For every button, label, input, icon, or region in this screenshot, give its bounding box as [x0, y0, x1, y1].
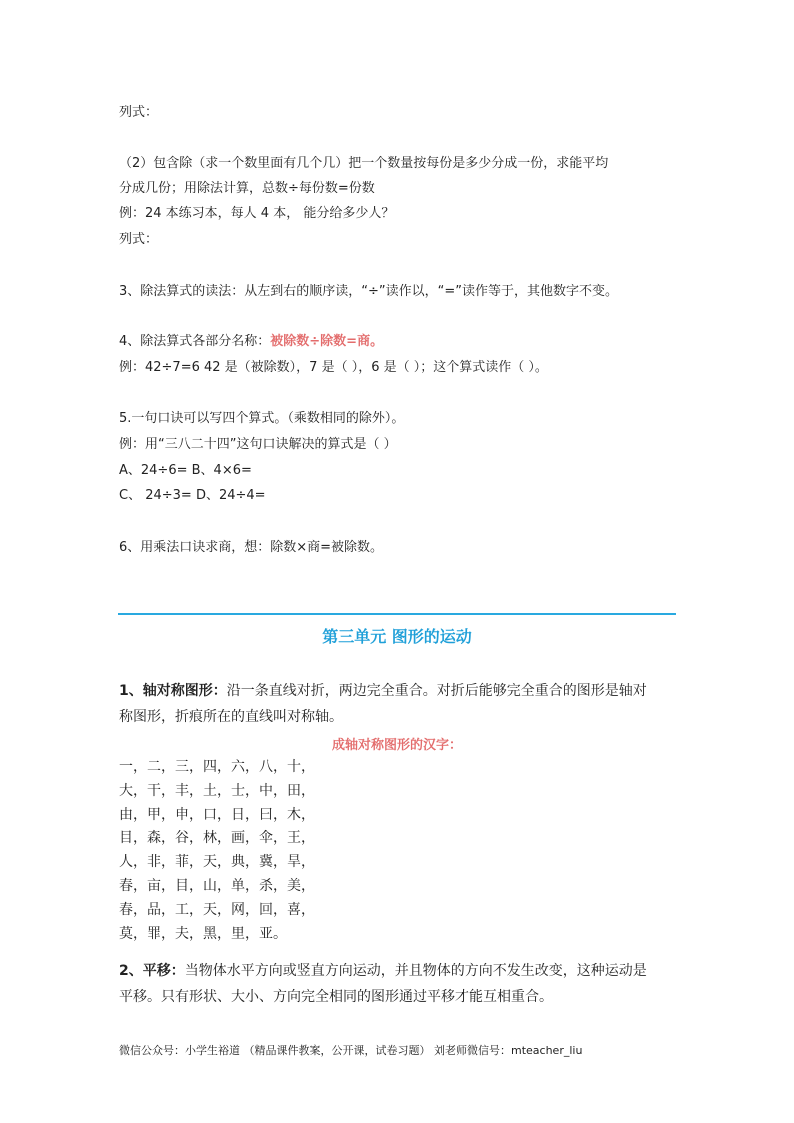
reading-rule: 3、除法算式的读法：从左到右的顺序读，“÷”读作以，“=”读作等于，其他数字不变。 [119, 284, 618, 299]
translation-text-2: 平移。只有形状、大小、方向完全相同的图形通过平移才能互相重合。 [119, 989, 553, 1005]
division-parts-line [119, 333, 383, 351]
chars-row-2: 大，干，丰，土，士，中，田， [119, 783, 315, 799]
option-cd: C、 24÷3= D、24÷4= [119, 488, 266, 503]
rhyme-rule: 5.一句口诀可以写四个算式。（乘数相同的除外）。 [119, 411, 405, 426]
chars-row-6: 春，亩，目，山，单，杀，美， [119, 878, 315, 894]
formula-label-2: 列式： [119, 232, 159, 247]
symmetric-chars-subheading: 成轴对称图形的汉字： [331, 738, 462, 753]
axis-symmetry-line-1 [119, 682, 647, 700]
axis-symmetry-text-1: 沿一条直线对折，两边完全重合。对折后能够完全重合的图形是轴对 [226, 683, 647, 699]
unit-title: 第三单元 图形的运动 [322, 627, 472, 646]
translation-label: 2、平移： [119, 963, 185, 979]
rhyme-example: 例：用“三八二十四”这句口诀解决的算式是（ ） [119, 437, 397, 452]
translation-text-1: 当物体水平方向或竖直方向运动，并且物体的方向不发生改变，这种运动是 [184, 963, 647, 979]
inclusion-division-line-1: （2）包含除（求一个数里面有几个几）把一个数量按每份是多少分成一份，求能平均 [119, 156, 609, 171]
axis-symmetry-text-2: 称图形，折痕所在的直线叫对称轴。 [119, 709, 343, 725]
chars-row-1: 一，二，三，四，六，八，十， [119, 759, 315, 775]
chars-row-3: 由，甲，申，口，日，曰，木， [119, 807, 315, 823]
formula-label-1: 列式： [119, 105, 159, 120]
example-line: 例：24 本练习本，每人 4 本， 能分给多少人？ [119, 206, 395, 221]
section-divider [118, 613, 676, 615]
inclusion-division-line-2: 分成几份；用除法计算，总数÷每份数=份数 [119, 181, 375, 196]
axis-symmetry-label: 1、轴对称图形： [119, 683, 227, 699]
division-parts-example: 例：42÷7=6 42 是（被除数），7 是（ ），6 是（ ）；这个算式读作（ ）。 [119, 360, 548, 375]
chars-row-7: 春，品，工，天，网，回，喜， [119, 902, 315, 918]
chars-row-5: 人，非，菲，天，典，冀，旱， [119, 854, 315, 870]
translation-line-1 [119, 962, 647, 980]
page-footer: 微信公众号：小学生裕道 （精品课件教案，公开课，试卷习题） 刘老师微信号：mteacher_liu [119, 1044, 583, 1057]
multiplication-rule: 6、用乘法口诀求商，想：除数×商=被除数。 [119, 540, 384, 555]
division-parts-prefix: 4、除法算式各部分名称： [119, 334, 271, 349]
chars-row-4: 目，森，谷，林，画，伞，王， [119, 830, 315, 846]
chars-row-8: 莫，罪，夫，黑，里，亚。 [119, 926, 287, 942]
division-parts-highlight: 被除数÷除数=商。 [270, 334, 384, 349]
option-ab: A、24÷6= B、4×6= [119, 463, 252, 478]
